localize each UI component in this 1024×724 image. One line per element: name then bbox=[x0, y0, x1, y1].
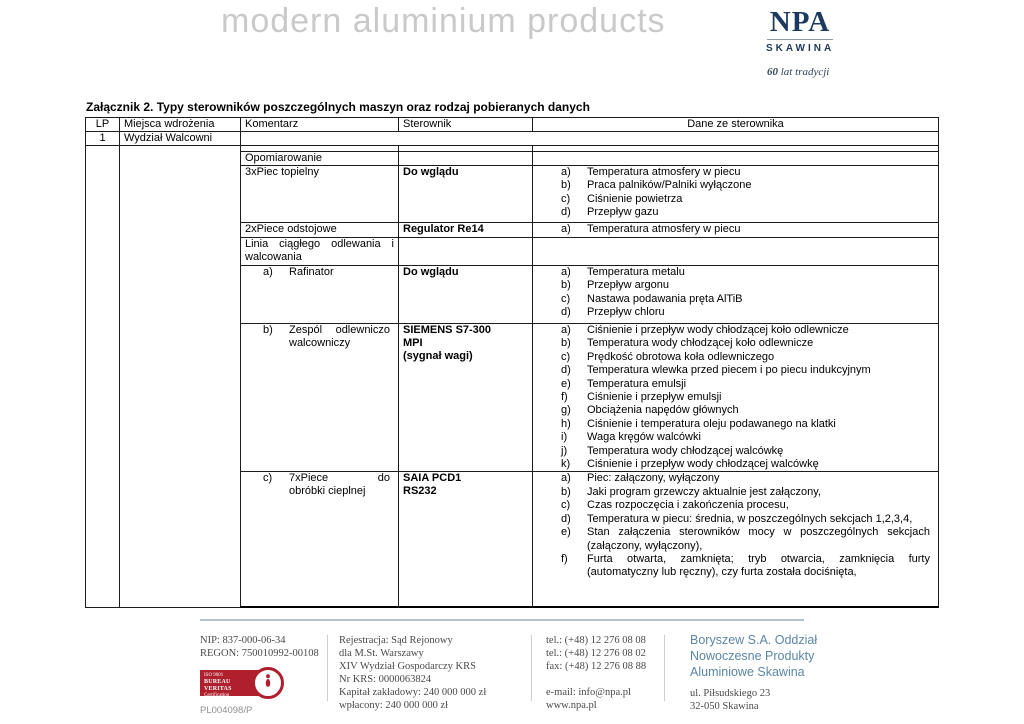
item-marker: d) bbox=[561, 364, 571, 377]
item-text: Ciśnienie i przepływ emulsji bbox=[587, 391, 722, 404]
data-item bbox=[533, 378, 938, 391]
bureau-veritas-logo bbox=[200, 667, 290, 699]
item-marker: c) bbox=[561, 499, 571, 512]
data-item bbox=[533, 553, 938, 580]
comment-line: 7xPiece do bbox=[289, 472, 390, 485]
item-text: Temperatura wody chłodzącej walcówkę bbox=[587, 444, 784, 457]
footer-line: e-mail: info@npa.pl bbox=[546, 687, 631, 698]
footer-line: XIV Wydział Gospodarczy KRS bbox=[339, 661, 476, 672]
item-text: Temperatura atmosfery w piecu bbox=[587, 223, 741, 235]
comment-line: obróbki cieplnej bbox=[289, 485, 366, 498]
company-name-lines bbox=[690, 632, 840, 680]
footer-registration-ids bbox=[200, 634, 325, 717]
item-text: Temperatura wody chłodzącej koło odlewnicze bbox=[587, 337, 814, 350]
controller-cell bbox=[399, 166, 533, 223]
company-address-lines bbox=[690, 687, 840, 713]
controller-line: Do wglądu bbox=[403, 266, 459, 278]
item-marker: k) bbox=[561, 458, 571, 471]
data-item bbox=[533, 206, 938, 219]
data-item bbox=[533, 404, 938, 417]
footer-line: tel.: (+48) 12 276 08 02 bbox=[546, 648, 646, 659]
data-item bbox=[533, 431, 938, 444]
footer-column-divider bbox=[327, 635, 328, 701]
comment-cell bbox=[241, 166, 399, 223]
comment-cell bbox=[241, 238, 399, 266]
item-text: Przepływ argonu bbox=[587, 279, 669, 292]
data-item bbox=[533, 193, 938, 206]
comment-cell bbox=[241, 266, 399, 324]
controller-line: (sygnał wagi) bbox=[403, 350, 473, 362]
item-marker: a) bbox=[561, 223, 571, 235]
data-item bbox=[533, 351, 938, 364]
item-marker: b) bbox=[561, 279, 571, 292]
brand-tagline: modern aluminium products bbox=[221, 2, 666, 40]
item-marker: b) bbox=[561, 337, 571, 350]
company-line: Nowoczesne Produkty bbox=[690, 649, 815, 663]
footer-line: www.npa.pl bbox=[546, 700, 597, 711]
item-marker: a) bbox=[561, 166, 571, 178]
npa-logo-rule bbox=[767, 39, 833, 40]
controller-line: RS232 bbox=[403, 485, 437, 498]
comment-item bbox=[245, 266, 394, 279]
comment-text bbox=[289, 472, 394, 498]
data-item bbox=[533, 391, 938, 404]
data-cell bbox=[533, 324, 939, 472]
footer-divider-line bbox=[200, 619, 804, 621]
address-line: 32-050 Skawina bbox=[690, 701, 759, 712]
controller-line: SAIA PCD1 bbox=[403, 472, 462, 485]
data-item bbox=[533, 418, 938, 431]
npa-logo-subtext: SKAWINA bbox=[766, 43, 835, 54]
comment-cell bbox=[241, 472, 399, 608]
comment-item bbox=[245, 324, 394, 350]
comment-line: Zespól odlewniczo bbox=[289, 324, 390, 336]
item-marker: a) bbox=[561, 266, 571, 278]
column-header: LP bbox=[86, 118, 120, 132]
item-marker: c) bbox=[561, 292, 571, 305]
comment-cell bbox=[241, 223, 399, 238]
npa-logo bbox=[766, 7, 834, 54]
controller-cell bbox=[399, 472, 533, 608]
data-item bbox=[533, 179, 938, 192]
item-text: Piec: załączony, wyłączony bbox=[587, 472, 720, 485]
item-marker: d) bbox=[561, 206, 571, 219]
data-item bbox=[533, 499, 938, 512]
data-item bbox=[533, 486, 938, 499]
department-cell: Wydział Walcowni bbox=[120, 132, 241, 146]
document-title: Załącznik 2. Typy sterowników poszczególnych maszyn oraz rodzaj pobieranych danych bbox=[86, 100, 590, 114]
item-marker: e) bbox=[561, 377, 571, 390]
data-cell bbox=[533, 472, 939, 608]
data-cell bbox=[533, 152, 939, 166]
item-marker: g) bbox=[561, 404, 571, 417]
comment-line: Linia ciągłego odlewania i bbox=[245, 238, 394, 250]
comment-marker: c) bbox=[263, 472, 273, 485]
item-marker: d) bbox=[561, 306, 571, 319]
data-item bbox=[533, 279, 938, 292]
item-text: Ciśnienie i przepływ wody chłodzącej walcówkę bbox=[587, 458, 819, 471]
column-header: Dane ze sterownika bbox=[533, 118, 939, 132]
comment-line: 2xPiece odstojowe bbox=[245, 223, 337, 235]
footer-phone-lines bbox=[546, 634, 661, 673]
data-item bbox=[533, 458, 938, 471]
footer-web-lines bbox=[546, 686, 661, 712]
footer-contact bbox=[546, 634, 661, 712]
controller-line: MPI bbox=[403, 337, 423, 349]
footer-line: Nr KRS: 0000063824 bbox=[339, 674, 432, 685]
data-item bbox=[533, 445, 938, 458]
comment-line: Opomiarowanie bbox=[245, 152, 323, 164]
company-line: Boryszew S.A. Oddział bbox=[690, 633, 818, 647]
bureau-veritas-box bbox=[200, 670, 260, 696]
comment-line: Rafinator bbox=[289, 266, 334, 278]
comment-line: 3xPiec topielny bbox=[245, 166, 319, 178]
item-marker: d) bbox=[561, 512, 571, 525]
item-text: Nastawa podawania pręta AlTiB bbox=[587, 292, 743, 305]
comment-item bbox=[245, 472, 394, 498]
item-marker: f) bbox=[561, 391, 568, 404]
controller-cell bbox=[399, 152, 533, 166]
cert-company-label: BUREAU VERITAS bbox=[204, 679, 232, 692]
footer-line: fax: (+48) 12 276 08 88 bbox=[546, 661, 647, 672]
footer-line: Kapitał zakładowy: 240 000 000 zł bbox=[339, 687, 487, 698]
item-text: Temperatura wlewka przed piecem i po piecu indukcyjnym bbox=[587, 364, 871, 377]
data-item bbox=[533, 472, 938, 485]
item-text: Furta otwarta, zamknięta; tryb otwarcia, zamknięcia furty (automatyczny lub ręczny), czy furta została dociśnięta, bbox=[587, 552, 930, 579]
item-text: Temperatura metalu bbox=[587, 266, 685, 278]
item-text: Stan załączenia sterowników mocy w poszczególnych sekcjach (załączony, wyłączony), bbox=[587, 526, 930, 552]
comment-cell bbox=[241, 152, 399, 166]
item-text: Ciśnienie i przepływ wody chłodzącej koło odlewnicze bbox=[587, 324, 849, 336]
comment-line: walcowniczy bbox=[289, 337, 351, 349]
data-item bbox=[533, 293, 938, 306]
comment-marker: a) bbox=[263, 266, 273, 278]
data-item bbox=[533, 513, 938, 526]
certificate-number: PL004098/P bbox=[200, 705, 253, 716]
footer bbox=[0, 619, 1024, 724]
column-header: Komentarz bbox=[241, 118, 399, 132]
item-marker: b) bbox=[561, 485, 571, 498]
bureau-veritas-emblem-icon bbox=[252, 667, 284, 699]
item-text: Jaki program grzewczy aktualnie jest załączony, bbox=[587, 485, 821, 498]
footer-column-divider bbox=[531, 635, 532, 701]
footer-line: REGON: 750010992-00108 bbox=[200, 648, 319, 659]
footer-line: Rejestracja: Sąd Rejonowy bbox=[339, 635, 453, 646]
item-marker: a) bbox=[561, 324, 571, 336]
controller-cell bbox=[399, 238, 533, 266]
item-marker: b) bbox=[561, 179, 571, 192]
item-marker: c) bbox=[561, 192, 571, 205]
item-text: Ciśnienie i temperatura oleju podawanego na klatki bbox=[587, 417, 836, 430]
item-text: Temperatura w piecu: średnia, w poszczególnych sekcjach 1,2,3,4, bbox=[587, 512, 913, 525]
table-header-row bbox=[86, 118, 939, 132]
item-text: Temperatura emulsji bbox=[587, 377, 687, 390]
item-marker: e) bbox=[561, 526, 571, 539]
data-item bbox=[533, 364, 938, 377]
comment-marker: b) bbox=[263, 324, 273, 336]
footer-id-lines bbox=[200, 634, 325, 660]
data-item bbox=[533, 306, 938, 319]
column-header: Sterownik bbox=[399, 118, 533, 132]
item-marker: c) bbox=[561, 350, 571, 363]
merged-empty-cell bbox=[241, 132, 939, 146]
column-header: Miejsca wdrożenia bbox=[120, 118, 241, 132]
data-item bbox=[533, 526, 938, 553]
data-item bbox=[533, 266, 938, 279]
comment-line: walcowania bbox=[245, 251, 302, 263]
controller-line: SIEMENS S7-300 bbox=[403, 324, 492, 336]
footer-column-divider bbox=[664, 635, 665, 701]
data-item bbox=[533, 324, 938, 337]
item-marker: i) bbox=[561, 431, 568, 444]
footer-line: tel.: (+48) 12 276 08 08 bbox=[546, 635, 646, 646]
npa-logo-text: NPA bbox=[769, 6, 831, 38]
company-line: Aluminiowe Skawina bbox=[690, 665, 805, 679]
item-text: Obciążenia napędów głównych bbox=[587, 404, 739, 417]
tradition-tagline bbox=[767, 66, 829, 78]
address-line: ul. Piłsudskiego 23 bbox=[690, 688, 771, 699]
controller-cell bbox=[399, 266, 533, 324]
item-text: Przepływ gazu bbox=[587, 206, 659, 219]
cert-standard-label: ISO 9001 bbox=[204, 673, 224, 678]
item-text: Temperatura atmosfery w piecu bbox=[587, 166, 741, 178]
tradition-rest: lat tradycji bbox=[778, 66, 830, 78]
controller-line: Regulator Re14 bbox=[403, 223, 484, 235]
footer-company bbox=[690, 632, 840, 713]
comment-text bbox=[289, 324, 394, 350]
cert-type-label: Certification bbox=[204, 693, 230, 698]
item-marker: f) bbox=[561, 552, 568, 565]
controllers-table bbox=[85, 117, 939, 608]
controller-line: Do wglądu bbox=[403, 166, 459, 178]
footer-line: dla M.St. Warszawy bbox=[339, 648, 424, 659]
data-item bbox=[533, 223, 938, 236]
department-row bbox=[86, 132, 939, 146]
item-marker: h) bbox=[561, 417, 571, 430]
data-cell bbox=[533, 223, 939, 238]
department-span-cell bbox=[120, 146, 241, 608]
controller-cell bbox=[399, 223, 533, 238]
tradition-years: 60 bbox=[767, 66, 778, 78]
comment-cell bbox=[241, 324, 399, 472]
controller-cell bbox=[399, 324, 533, 472]
lp-span-cell bbox=[86, 146, 120, 608]
data-cell bbox=[533, 266, 939, 324]
item-text: Przepływ chloru bbox=[587, 306, 665, 319]
data-cell bbox=[533, 166, 939, 223]
item-text: Ciśnienie powietrza bbox=[587, 192, 683, 205]
footer-spacer bbox=[546, 673, 661, 686]
data-cell bbox=[533, 238, 939, 266]
data-item bbox=[533, 166, 938, 179]
item-text: Prędkość obrotowa koła odlewniczego bbox=[587, 350, 775, 363]
data-item bbox=[533, 337, 938, 350]
item-marker: a) bbox=[561, 472, 571, 485]
comment-text bbox=[289, 266, 394, 279]
lp-cell: 1 bbox=[86, 132, 120, 146]
item-marker: j) bbox=[561, 444, 568, 457]
item-text: Praca palników/Palniki wyłączone bbox=[587, 179, 752, 192]
footer-line: wpłacony: 240 000 000 zł bbox=[339, 700, 449, 711]
item-text: Waga kręgów walcówki bbox=[587, 431, 701, 444]
footer-registration-details bbox=[339, 634, 529, 712]
footer-line: NIP: 837-000-06-34 bbox=[200, 635, 286, 646]
item-text: Czas rozpoczęcia i zakończenia procesu, bbox=[587, 499, 789, 512]
